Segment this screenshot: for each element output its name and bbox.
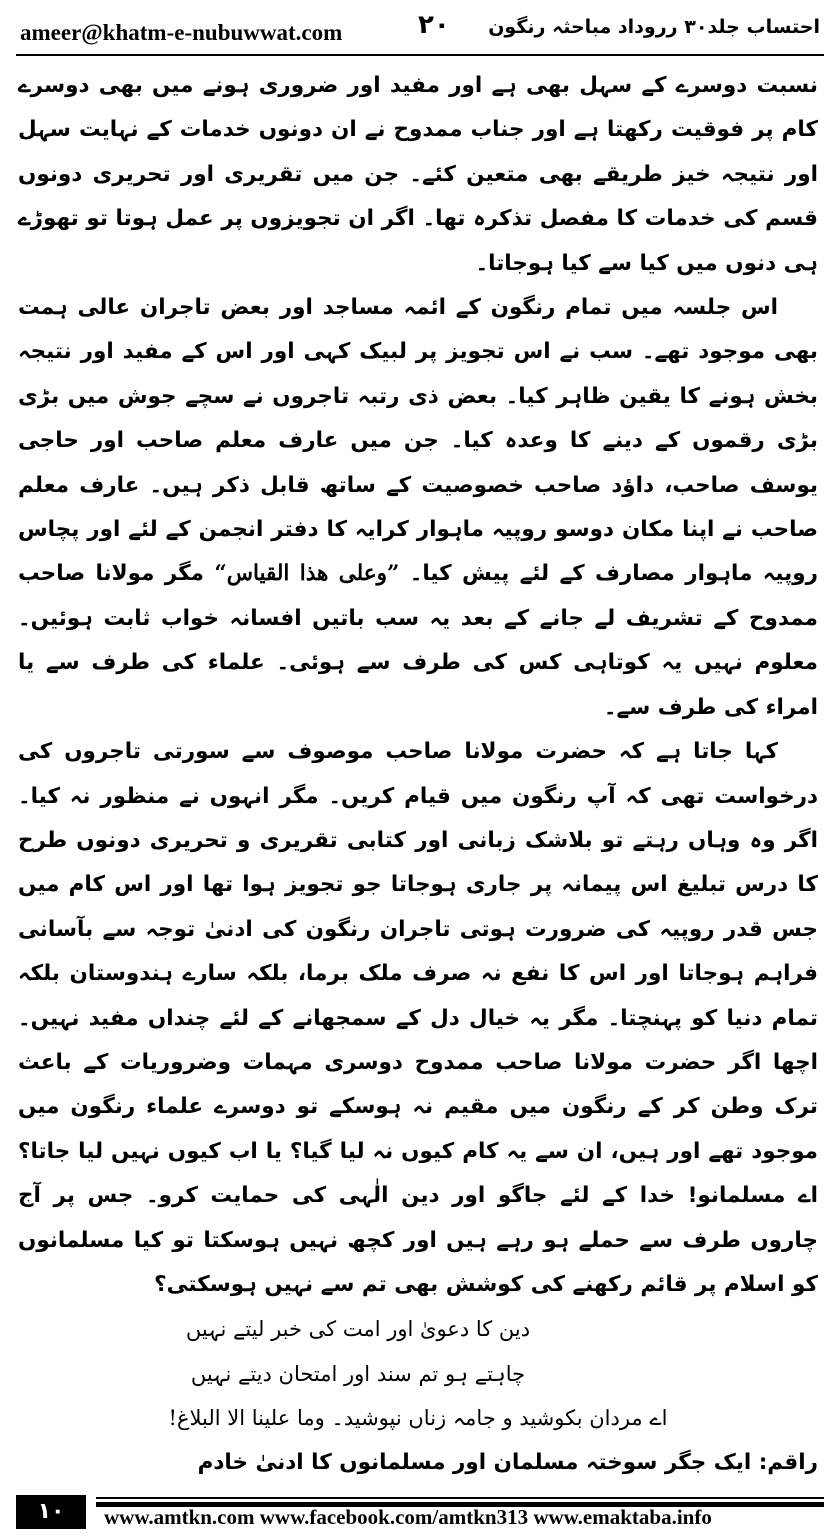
signature: راقم: ایک جگر سوختہ مسلمان اور مسلمانوں کا ادنیٰ خادم bbox=[197, 1449, 818, 1475]
paragraph-2-text: اس جلسہ میں تمام رنگون کے ائمہ مساجد اور بعض تاجران عالی ہمت بھی موجود تھے۔ سب نے اس تجویز پر لبیک کہی اور اس کے مفید اور نتیجہ بخش ہونے کا یقین ظاہر کیا۔ بعض ذی رتبہ تاجروں نے سچے جوش میں بڑی بڑی رقموں کے دینے کا وعدہ کیا۔ جن میں عارف معلم صاحب اور حاجی یوسف صاحب، داؤد صاحب خصوصیت کے ساتھ قابل ذکر ہیں۔ عارف معلم صاحب نے اپنا مکان دوسو روپیہ ماہوار کرایہ کا دفتر انجمن کے لئے اور پچاس روپیہ ماہوار مصارف کے لئے پیش کیا۔ bbox=[18, 295, 818, 587]
paragraph-3: کہا جاتا ہے کہ حضرت مولانا صاحب موصوف سے سورتی تاجروں کی درخواست تھی کہ آپ رنگون میں قیام کریں۔ مگر انہوں نے منظور نہ کیا۔ اگر وہ وہاں رہتے تو بلاشک زبانی اور کتابی تقریری و تحریری دونوں طرح کا درس تبلیغ اس پیمانہ پر جاری ہوجاتا جو تجویز ہوا تھا اور اس کام میں جس قدر روپیہ کی ضرورت ہوتی تاجران رنگون کی ادنیٰ توجہ سے بآسانی فراہم ہوجاتا اور اس کا نفع نہ صرف ملک برما، بلکہ سارے ہندوستان بلکہ تمام دنیا کو پہنچتا۔ مگر یہ خیال دل کے سمجھانے کے لئے چنداں مفید نہیں۔ اچھا اگر حضرت مولانا صاحب ممدوح دوسری مہمات وضروریات کے باعث ترک وطن کر کے رنگون میں مقیم نہ ہوسکے تو دوسرے علماء رنگون میں موجود تھے اور ہیں، ان سے یہ کام کیوں نہ لیا گیا؟ یا اب کیوں نہیں لیا جاتا؟ اے مسلمانو! خدا کے لئے جاگو اور دین الٰہی کی حمایت کرو۔ جس پر آج چاروں طرف سے حملے ہو رہے ہیں اور کچھ نہیں ہوسکتا تو کیا مسلمانوں کو اسلام پر قائم رکھنے کی کوشش بھی تم سے نہیں ہوسکتی؟ bbox=[18, 739, 818, 1297]
footer-page-number: ۱۰ bbox=[16, 1495, 86, 1529]
closing-line: اے مردان بکوشید و جامہ زناں نپوشید۔ وما علینا الا البلاغ! bbox=[168, 1406, 668, 1431]
footer-links: www.amtkn.com www.facebook.com/amtkn313 www.emaktaba.info bbox=[104, 1505, 712, 1529]
paragraph-2-continued: مگر مولانا صاحب ممدوح کے تشریف لے جانے کے بعد یہ سب باتیں افسانہ خواب ثابت ہوئیں۔ معلوم نہیں یہ کوتاہی کس کی طرف سے ہوئی۔ علماء کی طرف سے یا امراء کی طرف سے۔ bbox=[18, 561, 818, 720]
header-divider bbox=[16, 54, 824, 56]
verse-line-1: دین کا دعویٰ اور امت کی خبر لیتے نہیں bbox=[185, 1317, 531, 1342]
header-page-number: ۲۰ bbox=[418, 10, 450, 40]
footer-rule-thin bbox=[96, 1497, 824, 1499]
header-book-title: احتساب جلد۳۰ رروداد مباحثہ رنگون bbox=[488, 16, 820, 38]
page-header bbox=[16, 6, 824, 50]
verse-line-2: چاہتے ہو تم سند اور امتحان دیتے نہیں bbox=[190, 1361, 526, 1386]
page-body bbox=[18, 64, 818, 1485]
page-footer bbox=[16, 1493, 824, 1533]
paragraph-1: نسبت دوسرے کے سہل بھی ہے اور مفید اور ضروری ہونے میں بھی دوسرے کام پر فوقیت رکھتا ہے اور جناب ممدوح نے ان دونوں خدمات کے نہایت سہل اور نتیجہ خیز طریقے بھی متعین کئے۔ جن میں تقریری اور تحریری دونوں قسم کی خدمات کا مفصل تذکرہ تھا۔ اگر ان تجویزوں پر عمل ہوتا تو تھوڑے ہی دنوں میں کیا سے کیا ہوجاتا۔ bbox=[18, 73, 818, 276]
paragraph-2 bbox=[18, 286, 818, 730]
header-email: ameer@khatm-e-nubuwwat.com bbox=[20, 20, 343, 45]
arabic-quote: ”وعلی هذا القياس“ bbox=[214, 561, 400, 587]
